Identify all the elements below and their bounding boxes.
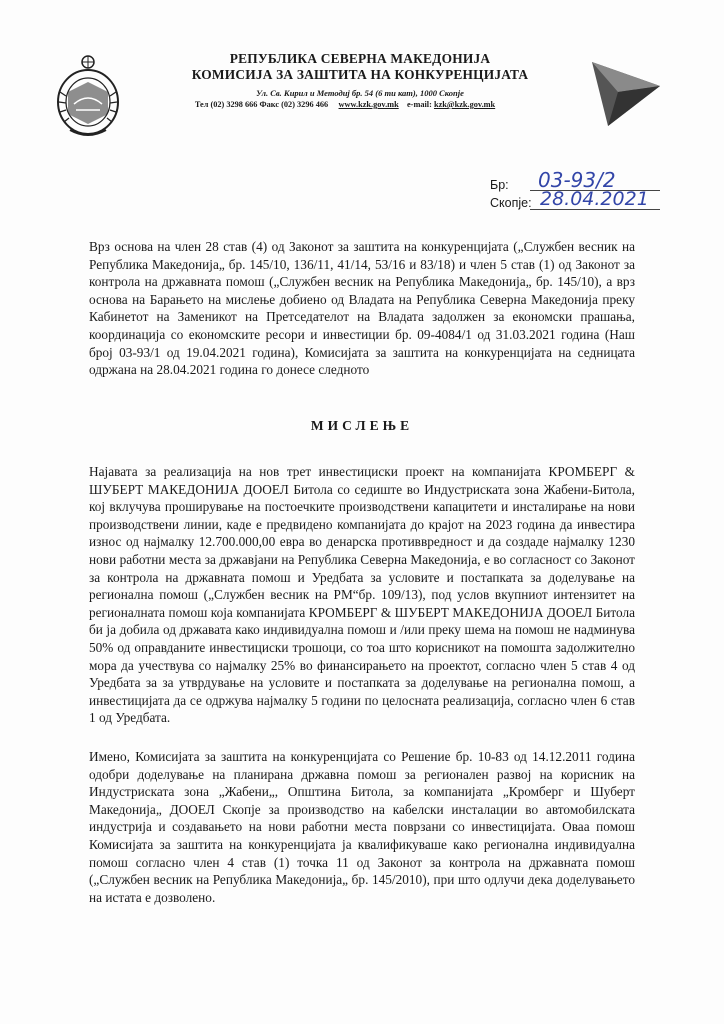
place-label: Скопје: bbox=[490, 196, 532, 210]
email-link[interactable]: kzk@kzk.gov.mk bbox=[433, 100, 496, 109]
opinion-paragraph-1: Најавата за реализација на нов трет инвестициски проект на компанијата КРОМБЕРГ & ШУБЕРТ МАКЕДОНИЈА ДООЕЛ Битола со седиште во Индустриската зона Жабени-Битола, кој вклучува проширување на постоечките производствени капацитети и инсталирање на нови производствени линии, каде е предвидено компанијата до крајот на 2023 година да инвестира износ од најмалку 12.700.000,00 евра во денарска противвредност и да создаде најмалку 1230 нови работни места за државјани на Република Северна Македонија, е во согласност со Законот за контрола на државната помош и Уредбата за условите и постапката за доделување на регионална помош („Службен весник на РМ“бр. 109/13), под услов вкупниот интензитет на регионалната помош која компанијата КРОМБЕРГ & ШУБЕРТ МАКЕДОНИЈА ДООЕЛ Битола би ја добила од државата како индивидуална помош и /или преку шема на помош не надминува 50% од оправданите инвестициски трошоци, со тоа што корисникот на помошта задолжително мора да учествува со најмалку 25% во финансирањето на проектот, согласно член 5 став 4 од Уредбата за за утврдување на условите и постапката за доделување на регионална помош, а инвестицијата да се одржува најмалку 5 години по целосната реализација, согласно член 6 став 1 од Уредбата. bbox=[89, 464, 635, 726]
country-name: РЕПУБЛИКА СЕВЕРНА МАКЕДОНИЈА bbox=[229, 51, 491, 66]
handwritten-date: 28.04.2021 bbox=[540, 188, 649, 210]
phone-fax: Тел (02) 3298 666 Факс (02) 3296 466 bbox=[194, 100, 329, 109]
number-label: Бр: bbox=[490, 178, 509, 192]
contact-line bbox=[90, 99, 600, 111]
email-label: e-mail: bbox=[407, 100, 432, 109]
coat-of-arms-icon bbox=[50, 52, 126, 138]
opinion-paragraph-2: Имено, Комисијата за заштита на конкуренцијата со Решение бр. 10-83 од 14.12.2011 година одобри доделување на планирана државна помош за регионален развој на корисник на Индустриската зона „Жабени„, Општина Битола, за компанијата „Кромберг и Шуберт Македонија„ ДООЕЛ Скопје за производство на кабелски инсталации во автомобилската индустрија и создавањето на нови работни места поврзани со инвестицијата. Оваа помош Комисијата за заштита на конкуренцијата ја квалификуваше како регионална индивидуална помош согласно член 4 став (1) точка 11 од Законот за контрола на државната помош („Службен весник на Република Македонија„ бр. 145/2010), при што одлучи дека доделувањето на истата е дозволено. bbox=[89, 749, 635, 905]
letterhead bbox=[150, 51, 570, 111]
commission-logo-icon bbox=[588, 52, 664, 128]
website-link[interactable]: www.kzk.gov.mk bbox=[338, 100, 399, 109]
document-title: МИСЛЕЊЕ bbox=[310, 418, 414, 433]
intro-paragraph: Врз основа на член 28 став (4) од Законот за заштита на конкуренцијата („Службен весник на Република Македонија„ бр. 145/10, 136/11, 41/14, 53/16 и 83/18) и член 5 став (1) од Законот за контрола на државната помош („Службен весник на Република Македонија„ бр. 145/10), а врз основа на Барањето на мислење добиено од Владата на Република Северна Македонија преку Кабинетот на Заменикот на Претседателот на Владата задолжен за економски прашања, координација со економските ресори и инвестиции бр. 09-4084/1 од 31.03.2021 година (Наш број 03-93/1 од 19.04.2021 година), Комисијата за заштита на конкуренцијата на седницата одржана на 28.04.2021 година го донесе следното bbox=[89, 239, 635, 378]
reference-block bbox=[490, 168, 680, 218]
commission-name: КОМИСИЈА ЗА ЗАШТИТА НА КОНКУРЕНЦИЈАТА bbox=[191, 67, 529, 82]
address: Ул. Св. Кирил и Методиј бр. 54 (6 ти кат), 1000 Скопје bbox=[256, 88, 464, 98]
handwritten-number: 03-93/2 bbox=[538, 168, 616, 192]
